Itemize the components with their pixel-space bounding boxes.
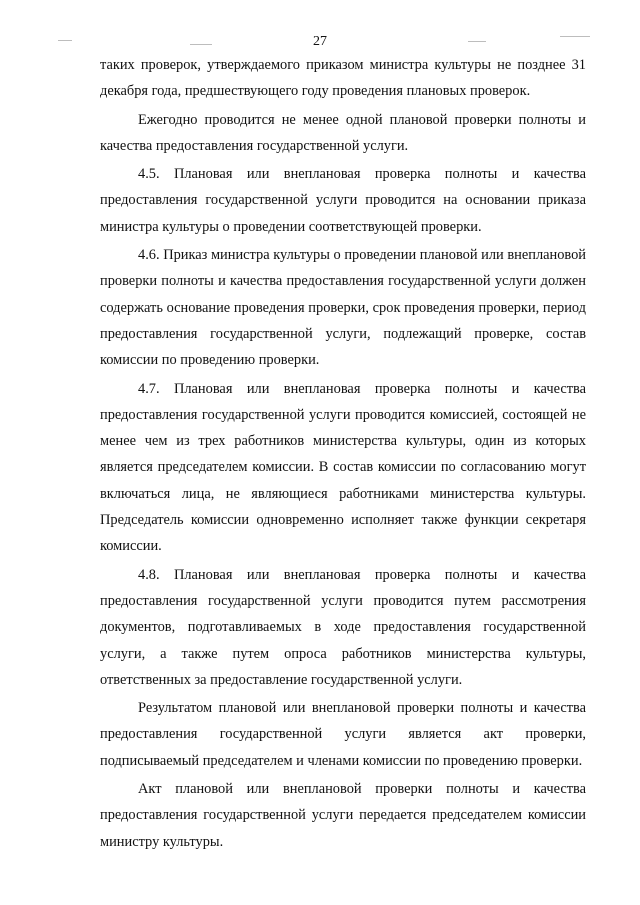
- paragraph-act-transfer: Акт плановой или внеплановой проверки полноты и качества предоставления государственной услуги передается председателем комиссии министру культуры.: [100, 781, 586, 850]
- paragraph-4-7: 4.7. Плановая или внеплановая проверка полноты и качества предоставления государственной услуги проводится комиссией, состоящей не менее чем из трех работников министерства культуры, один из которых является председателем комиссии. В состав комиссии по согласованию могут включаться лица, не являющиеся работниками министерства культуры. Председатель комиссии одновременно исполняет также функции секретаря комиссии.: [100, 380, 586, 555]
- paragraph-check-result: Результатом плановой или внеплановой проверки полноты и качества предоставления государственной услуги является акт проверки, подписываемый председателем и членами комиссии по проведению проверки.: [100, 700, 586, 769]
- page-number: 27: [313, 34, 327, 49]
- paragraph-4-5: 4.5. Плановая или внеплановая проверка полноты и качества предоставления государственной услуги проводится на основании приказа министра культуры о проведении соответствующей проверки.: [100, 166, 586, 235]
- body-text: [100, 52, 586, 855]
- paragraph-continuation: таких проверок, утверждаемого приказом министра культуры не позднее 31 декабря года, предшествующего году проведения плановых проверок.: [100, 57, 586, 100]
- paragraph-4-6: 4.6. Приказ министра культуры о проведении плановой или внеплановой проверки полноты и качества предоставления государственной услуги должен содержать основание проведения проверки, срок проведения проверки, период предоставления государственной услуги, подлежащий проверке, состав комиссии по проведению проверки.: [100, 247, 586, 369]
- paragraph-4-8: 4.8. Плановая или внеплановая проверка полноты и качества предоставления государственной услуги проводится путем рассмотрения документов, подготавливаемых в ходе предоставления государственной услуги, а также путем опроса работников министерства культуры, ответственных за предоставление государственной услуги.: [100, 566, 586, 688]
- paragraph-annual-check: Ежегодно проводится не менее одной плановой проверки полноты и качества предоставления государственной услуги.: [100, 111, 586, 154]
